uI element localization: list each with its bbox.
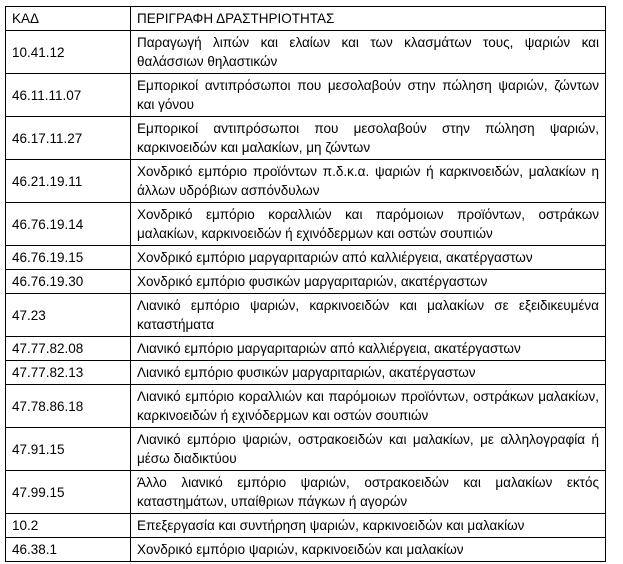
row-description: Χονδρικό εμπόριο κοραλλιών και παρόμοιων προϊόντων, οστράκων μαλακίων, καρκινοειδών ή εχινόδερμων και οστών σουπιών: [131, 203, 606, 246]
table-row: [6, 31, 606, 74]
row-code: 46.76.19.15: [6, 246, 131, 270]
row-code: 47.99.15: [6, 471, 131, 514]
row-description: Λιανικό εμπόριο ψαριών, οστρακοειδών και μαλακίων, με αλληλογραφία ή μέσω διαδικτύου: [131, 428, 606, 471]
row-description: Παραγωγή λιπών και ελαίων και των κλασμάτων τους, ψαριών και θαλάσσιων θηλαστικών: [131, 31, 606, 74]
row-description: Λιανικό εμπόριο φυσικών μαργαριταριών, ακατέργαστων: [131, 361, 606, 385]
row-description: Λιανικό εμπόριο μαργαριταριών από καλλιέργεια, ακατέργαστων: [131, 337, 606, 361]
activity-codes-table: [5, 6, 606, 562]
row-code: 47.77.82.13: [6, 361, 131, 385]
row-code: 46.76.19.14: [6, 203, 131, 246]
row-code: 47.91.15: [6, 428, 131, 471]
row-description: Άλλο λιανικό εμπόριο ψαριών, οστρακοειδών και μαλακίων εκτός καταστημάτων, υπαίθριων πάγκων ή αγορών: [131, 471, 606, 514]
row-code: 10.2: [6, 514, 131, 538]
table-row: [6, 203, 606, 246]
table-row: [6, 160, 606, 203]
row-description: Εμπορικοί αντιπρόσωποι που μεσολαβούν στην πώληση ψαριών, ζώντων και γόνου: [131, 74, 606, 117]
row-description: Χονδρικό εμπόριο ψαριών, καρκινοειδών και μαλακίων: [131, 538, 606, 562]
row-code: 46.38.1: [6, 538, 131, 562]
table-row: [6, 294, 606, 337]
row-description: Χονδρικό εμπόριο φυσικών μαργαριταριών, ακατέργαστων: [131, 270, 606, 294]
table-header-row: [6, 7, 606, 31]
header-description: ΠΕΡΙΓΡΑΦΗ ΔΡΑΣΤΗΡΙΟΤΗΤΑΣ: [131, 7, 606, 31]
row-description: Λιανικό εμπόριο κοραλλιών και παρόμοιων προϊόντων, οστράκων μαλακίων, καρκινοειδών ή εχινόδερμων και οστών σουπιών: [131, 385, 606, 428]
row-code: 47.78.86.18: [6, 385, 131, 428]
table-row: [6, 385, 606, 428]
table-row: [6, 74, 606, 117]
table-row: [6, 246, 606, 270]
row-code: 47.77.82.08: [6, 337, 131, 361]
table-row: [6, 270, 606, 294]
table-row: [6, 117, 606, 160]
header-code: ΚΑΔ: [6, 7, 131, 31]
row-description: Επεξεργασία και συντήρηση ψαριών, καρκινοειδών και μαλακίων: [131, 514, 606, 538]
table-row: [6, 428, 606, 471]
table-row: [6, 514, 606, 538]
row-code: 46.11.11.07: [6, 74, 131, 117]
row-code: 10.41.12: [6, 31, 131, 74]
row-code: 46.17.11.27: [6, 117, 131, 160]
row-description: Εμπορικοί αντιπρόσωποι που μεσολαβούν στην πώληση ψαριών, καρκινοειδών και μαλακίων, μη ζώντων: [131, 117, 606, 160]
row-code: 46.76.19.30: [6, 270, 131, 294]
table-row: [6, 471, 606, 514]
row-description: Χονδρικό εμπόριο προϊόντων π.δ.κ.α. ψαριών ή καρκινοειδών, μαλακίων η άλλων υδρόβιων ασπόνδυλων: [131, 160, 606, 203]
table-row: [6, 337, 606, 361]
row-description: Χονδρικό εμπόριο μαργαριταριών από καλλιέργεια, ακατέργαστων: [131, 246, 606, 270]
row-description: Λιανικό εμπόριο ψαριών, καρκινοειδών και μαλακίων σε εξειδικευμένα καταστήματα: [131, 294, 606, 337]
row-code: 46.21.19.11: [6, 160, 131, 203]
table-row: [6, 538, 606, 562]
table-row: [6, 361, 606, 385]
row-code: 47.23: [6, 294, 131, 337]
activity-codes-table-container: [5, 6, 606, 562]
